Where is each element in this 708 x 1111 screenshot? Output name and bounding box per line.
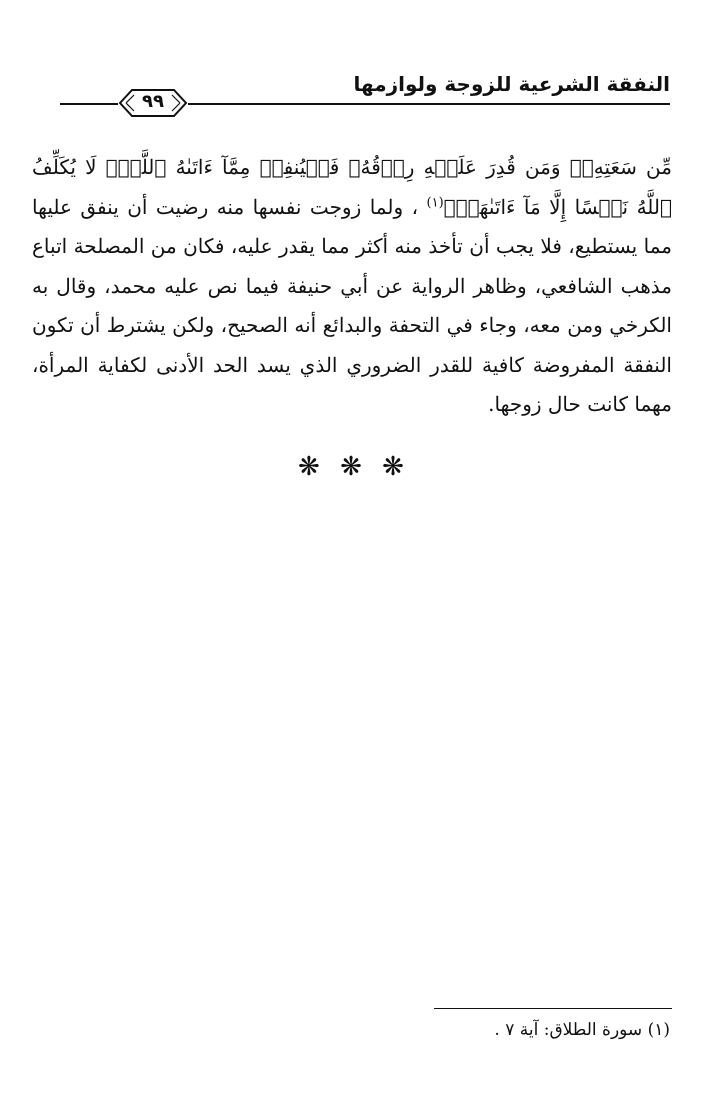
footnote: (١) سورة الطلاق: آية ٧ .: [494, 1020, 670, 1040]
body-paragraph: [32, 148, 672, 425]
header-rule-right: [188, 103, 670, 105]
footnote-rule: [434, 1008, 672, 1009]
paragraph-text: ولما زوجت نفسها منه رضيت أن ينفق عليها مما يستطيع، فلا يجب أن تأخذ منه أكثر مما يقدر عليه، فكان من المصلحة اتباع مذهب الشافعي، وظاهر الرواية عن أبي حنيفة فيما نص عليه محمد، وقال به الكرخي ومن معه، وجاء في التحفة والبدائع أنه الصحيح، ولكن يشترط أن تكون النفقة المفروضة كافية للقدر الضروري الذي يسد الحد الأدنى لكفاية المرأة، مهما كانت حال زوجها.: [32, 194, 672, 416]
running-title: النفقة الشرعية للزوجة ولوازمها: [353, 72, 670, 96]
verse-trailing-comma: ،: [411, 194, 419, 219]
quran-verse: مِّن سَعَتِهِۦۖ وَمَن قُدِرَ عَلَيۡهِ رِزۡقُهُۥ فَلۡيُنفِقۡ مِمَّآ ءَاتَىٰهُ ٱللَّهُۚ لَا يُكَلِّفُ ٱللَّهُ نَفۡسًا إِلَّا مَآ ءَاتَىٰهَاۚ﴾: [32, 155, 673, 219]
main-text: [32, 148, 672, 425]
page-number-frame: [118, 87, 188, 119]
section-separator: ❋ ❋ ❋: [298, 452, 410, 482]
footnote-reference: (١): [426, 194, 444, 210]
header-rule-left: [60, 103, 118, 105]
page-number: ٩٩: [142, 91, 164, 112]
